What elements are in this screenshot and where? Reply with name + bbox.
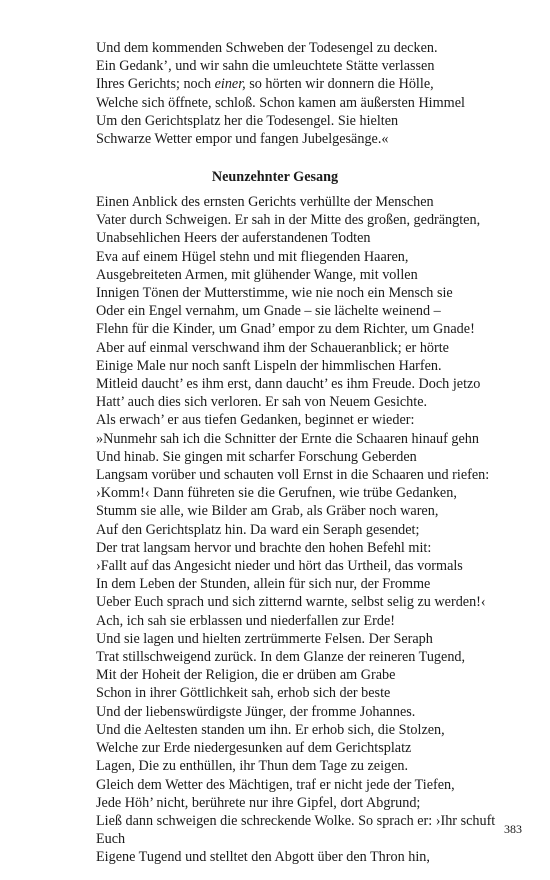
- verse-line: Schwarze Wetter empor und fangen Jubelgesänge.«: [96, 131, 389, 148]
- verse-line: Und sie lagen und hielten zertrümmerte Felsen. Der Seraph: [96, 630, 433, 647]
- verse-line: Langsam vorüber und schauten voll Ernst in die Schaaren und riefen:: [96, 467, 490, 484]
- verse-line: Euch: [96, 831, 126, 848]
- verse-line: Jede Höh’ nicht, berührete nur ihre Gipfel, dort Abgrund;: [96, 794, 421, 811]
- line-fragment: Ihres Gerichts; noch: [96, 76, 215, 93]
- verse-line: [96, 75, 536, 93]
- verse-line: Gleich dem Wetter des Mächtigen, traf er nicht jede der Tiefen,: [96, 776, 455, 793]
- verse-line: Und hinab. Sie gingen mit scharfer Forschung Geberden: [96, 448, 417, 465]
- verse-line: Ach, ich sah sie erblassen und niederfallen zur Erde!: [96, 612, 395, 629]
- verse-line: Oder ein Engel vernahm, um Gnade – sie lächelte weinend –: [96, 303, 441, 320]
- verse-line: Und dem kommenden Schweben der Todesengel zu decken.: [96, 40, 438, 56]
- verse-line: Eigene Tugend und stelltet den Abgott über den Thron hin,: [96, 849, 430, 866]
- verse-line: Als erwach’ er aus tiefen Gedanken, beginnet er wieder:: [96, 412, 415, 429]
- verse-line: Trat stillschweigend zurück. In dem Glanze der reineren Tugend,: [96, 649, 466, 666]
- verse-line: ›Komm!‹ Dann führeten sie die Gerufnen, wie trübe Gedanken,: [96, 485, 457, 502]
- line-fragment: so hörten wir donnern die Hölle,: [245, 76, 434, 93]
- verse-line: Und die Aeltesten standen um ihn. Er erhob sich, die Stolzen,: [96, 721, 445, 738]
- verse-line: Stumm sie alle, wie Bilder am Grab, als Gräber noch waren,: [96, 503, 439, 520]
- verse-block-main: [96, 193, 536, 867]
- verse-line: »Nunmehr sah ich die Schnitter der Ernte die Schaaren hinauf gehn: [96, 430, 479, 447]
- verse-line: Der trat langsam hervor und brachte den hohen Befehl mit:: [96, 539, 432, 556]
- verse-line: Ein Gedank’, und wir sahn die umleuchtete Stätte verlassen: [96, 58, 435, 75]
- verse-line: Lagen, Die zu enthüllen, ihr Thun dem Tage zu zeigen.: [96, 758, 409, 775]
- verse-line: Um den Gerichtsplatz her die Todesengel. Sie hielten: [96, 112, 399, 129]
- verse-line: Und der liebenswürdigste Jünger, der fromme Johannes.: [96, 703, 416, 720]
- verse-line: Hatt’ auch dies sich verloren. Er sah von Neuem Gesichte.: [96, 394, 428, 411]
- verse-line: Einige Male nur noch sanft Lispeln der himmlischen Harfen.: [96, 357, 442, 374]
- verse-line: In dem Leben der Stunden, allein für sich nur, der Fromme: [96, 576, 431, 593]
- verse-line: Mit der Hoheit der Religion, die er drüben am Grabe: [96, 667, 396, 684]
- verse-line: Auf den Gerichtsplatz hin. Da ward ein Seraph gesendet;: [96, 521, 420, 538]
- section-heading: Neunzehnter Gesang: [211, 169, 339, 185]
- verse-line: Aber auf einmal verschwand ihm der Schaueranblick; er hörte: [96, 339, 449, 356]
- verse-line: Schon in ihrer Göttlichkeit sah, erhob sich der beste: [96, 685, 391, 702]
- emphasized-word: einer,: [214, 76, 246, 93]
- verse-line: Ließ dann schweigen die schreckende Wolke. So sprach er: ›Ihr schuft: [96, 812, 496, 829]
- verse-line: Ueber Euch sprach und sich zitternd warnte, selbst selig zu werden!‹: [96, 594, 486, 611]
- verse-line: Flehn für die Kinder, um Gnad’ empor zu dem Richter, um Gnade!: [96, 321, 475, 338]
- verse-line: Welche sich öffnete, schloß. Schon kamen am äußersten Himmel: [96, 94, 465, 111]
- verse-line: Welche zur Erde niedergesunken auf dem Gerichtsplatz: [96, 740, 412, 757]
- page-number: 383: [504, 822, 522, 836]
- verse-line: Unabsehlichen Heers der auferstandenen Todten: [96, 230, 371, 247]
- verse-line: Eva auf einem Hügel stehn und mit fliegenden Haaren,: [96, 248, 409, 265]
- verse-line: Ausgebreiteten Armen, mit glühender Wange, mit vollen: [96, 266, 418, 283]
- verse-line: Mitleid daucht’ es ihm erst, dann daucht’ es ihm Freude. Doch jetzo: [96, 376, 481, 393]
- verse-line: ›Fallt auf das Angesicht nieder und hört das Urtheil, das vormals: [96, 558, 463, 575]
- verse-line: Vater durch Schweigen. Er sah in der Mitte des großen, gedrängten,: [96, 212, 481, 229]
- verse-line: Einen Anblick des ernsten Gerichts verhüllte der Menschen: [96, 194, 434, 210]
- verse-line: Innigen Tönen der Mutterstimme, wie nie noch ein Mensch sie: [96, 285, 453, 302]
- verse-block-top: [96, 39, 536, 148]
